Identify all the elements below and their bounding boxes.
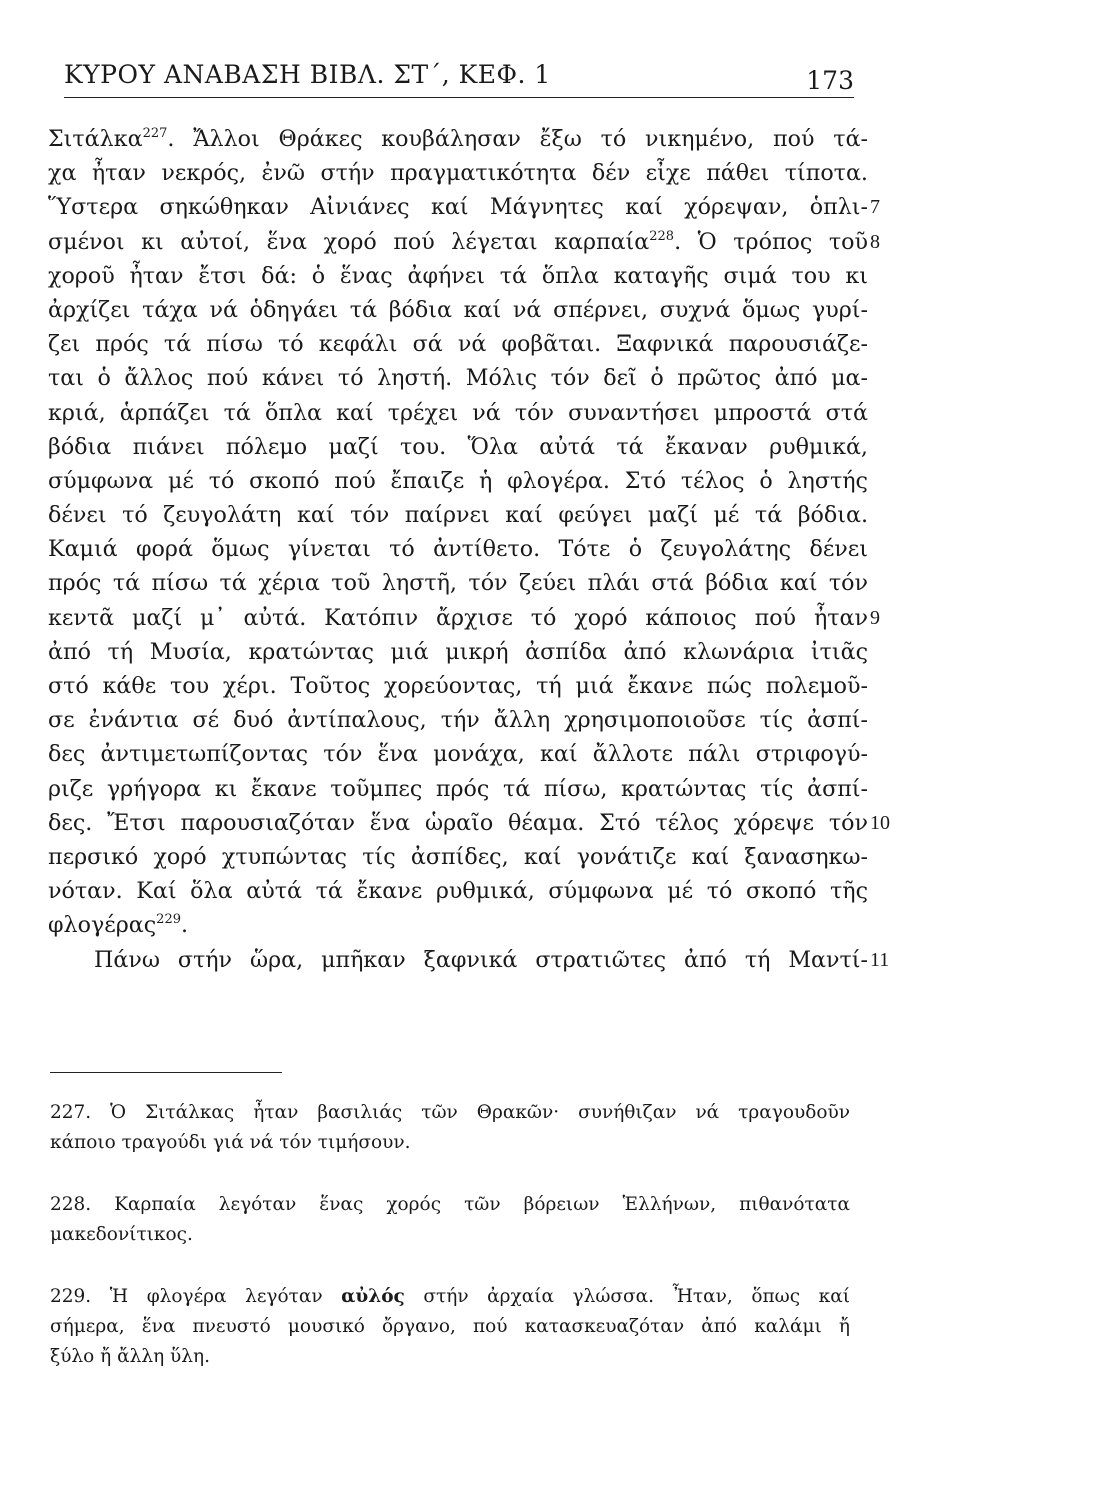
- text-line: ἀπό τή Μυσία, κρατώντας μιά μικρή ἀσπίδα ἀπό κλωνάρια ἰτιᾶς: [48, 638, 868, 665]
- text-line: δες ἀντιμετωπίζοντας τόν ἕνα μονάχα, καί ἄλλοτε πάλι στριφογύ-: [48, 741, 868, 768]
- text-line: κεντᾶ μαζί μ᾿ αὐτά. Κατόπιν ἄρχισε τό χορό κάποιος πού ἦταν: [48, 604, 868, 631]
- text-line: ται ὁ ἄλλος πού κάνει τό ληστή. Μόλις τόν δεῖ ὁ πρῶτος ἀπό μα-: [48, 365, 868, 392]
- footnote-line: σήμερα, ἕνα πνευστό μουσικό ὄργανο, πού κατασκευαζόταν ἀπό καλάμι ἤ: [50, 1316, 850, 1337]
- text-line: χοροῦ ἦταν ἔτσι δά: ὁ ἕνας ἀφήνει τά ὅπλα καταγῆς σιμά του κι: [48, 262, 868, 289]
- text-line: Καμιά φορά ὅμως γίνεται τό ἀντίθετο. Τότε ὁ ζευγολάτης δένει: [48, 536, 868, 563]
- text-line: δες. Ἔτσι παρουσιαζόταν ἕνα ὡραῖο θέαμα. Στό τέλος χόρεψε τόν: [48, 809, 868, 836]
- section-number: 9: [870, 606, 880, 629]
- text-line: Ὕστερα σηκώθηκαν Αἰνιάνες καί Μάγνητες καί χόρεψαν, ὁπλι-: [48, 194, 868, 221]
- section-number: 10: [870, 812, 890, 834]
- footnote: [50, 1190, 850, 1250]
- section-number: 11: [870, 948, 890, 971]
- footnote-ref[interactable]: 229: [156, 912, 181, 928]
- footnote-line: κάποιο τραγούδι γιά νά τόν τιμήσουν.: [50, 1132, 411, 1153]
- footnote-line: 227. Ὁ Σιτάλκας ἦταν βασιλιάς τῶν Θρακῶν· συνήθιζαν νά τραγουδοῦν: [50, 1102, 850, 1123]
- footnote-rule: [50, 1072, 282, 1073]
- text-segment: φλογέρας: [48, 912, 157, 939]
- text-line: χα ἦταν νεκρός, ἐνῶ στήν πραγματικότητα δέν εἶχε πάθει τίποτα.: [48, 160, 868, 187]
- text-line: σε ἐνάντια σέ δυό ἀντίπαλους, τήν ἄλλη χρησιμοποιοῦσε τίς ἀσπί-: [48, 707, 868, 734]
- text-line: κριά, ἁρπάζει τά ὅπλα καί τρέχει νά τόν συναντήσει μπροστά στά: [48, 399, 868, 426]
- section-number: 7: [870, 196, 880, 219]
- running-title: ΚΥΡΟΥ ΑΝΑΒΑΣΗ ΒΙΒΛ. ΣΤ΄, ΚΕΦ. 1: [64, 60, 551, 89]
- text-line: [48, 908, 868, 942]
- text-line: Πάνω στήν ὥρα, μπῆκαν ξαφνικά στρατιῶτες ἀπό τή Μαντί-: [94, 946, 868, 973]
- text-line: πρός τά πίσω τά χέρια τοῦ ληστῆ, τόν ζεύει πλάι στά βόδια καί τόν: [48, 570, 868, 597]
- text-line: ζει πρός τά πίσω τό κεφάλι σά νά φοβᾶται. Ξαφνικά παρουσιάζε-: [48, 331, 868, 358]
- text-segment: στήν ἀρχαία γλώσσα. Ἦταν, ὅπως καί: [404, 1286, 850, 1307]
- text-line: σύμφωνα μέ τό σκοπό πού ἔπαιζε ἡ φλογέρα. Στό τέλος ὁ ληστής: [48, 467, 868, 494]
- page-header: [64, 48, 854, 98]
- text-segment: . Ὁ τρόπος τοῦ: [674, 228, 868, 255]
- footnote-line: μακεδονίτικος.: [50, 1224, 193, 1245]
- footnote: [50, 1098, 850, 1158]
- text-segment: σμένοι κι αὐτοί, ἕνα χορό πού λέγεται καρπαία: [48, 228, 650, 255]
- text-line: νόταν. Καί ὅλα αὐτά τά ἔκανε ρυθμικά, σύμφωνα μέ τό σκοπό τῆς: [48, 878, 868, 905]
- text-segment: . Ἄλλοι Θράκες κουβάλησαν ἔξω τό νικημένο, πού τά-: [167, 126, 868, 152]
- footnote: [50, 1282, 850, 1372]
- section-number: 8: [870, 230, 880, 253]
- text-line: βόδια πιάνει πόλεμο μαζί του. Ὅλα αὐτά τά ἔκαναν ρυθμικά,: [48, 433, 868, 460]
- text-line: ριζε γρήγορα κι ἔκανε τοῦμπες πρός τά πίσω, κρατώντας τίς ἀσπί-: [48, 775, 868, 802]
- footnotes: [50, 1098, 850, 1404]
- bold-term: αὐλός: [341, 1286, 405, 1307]
- text-line: στό κάθε του χέρι. Τοῦτος χορεύοντας, τή μιά ἔκανε πώς πολεμοῦ-: [48, 673, 868, 699]
- footnote-ref[interactable]: 227: [142, 126, 168, 141]
- footnote-line: 228. Καρπαία λεγόταν ἕνας χορός τῶν βόρειων Ἑλλήνων, πιθανότατα: [50, 1194, 850, 1215]
- text-line: [48, 122, 868, 156]
- footnote-line: [50, 1282, 850, 1312]
- text-segment: Σιτάλκα: [48, 126, 143, 152]
- footnote-line: ξύλο ἤ ἄλλη ὕλη.: [50, 1346, 210, 1367]
- text-segment: .: [181, 912, 189, 939]
- page-number: 173: [806, 66, 854, 95]
- main-text: [48, 122, 890, 977]
- text-line: περσικό χορό χτυπώντας τίς ἀσπίδες, καί γονάτιζε καί ξανασηκω-: [48, 843, 868, 870]
- text-line: ἀρχίζει τάχα νά ὁδηγάει τά βόδια καί νά σπέρνει, συχνά ὅμως γυρί-: [48, 296, 868, 323]
- footnote-ref[interactable]: 228: [649, 228, 675, 244]
- text-segment: 229. Ἡ φλογέρα λεγόταν: [50, 1286, 342, 1307]
- header-rule: [64, 97, 854, 98]
- text-line: [48, 225, 868, 259]
- text-line: δένει τό ζευγολάτη καί τόν παίρνει καί φεύγει μαζί μέ τά βόδια.: [48, 502, 868, 529]
